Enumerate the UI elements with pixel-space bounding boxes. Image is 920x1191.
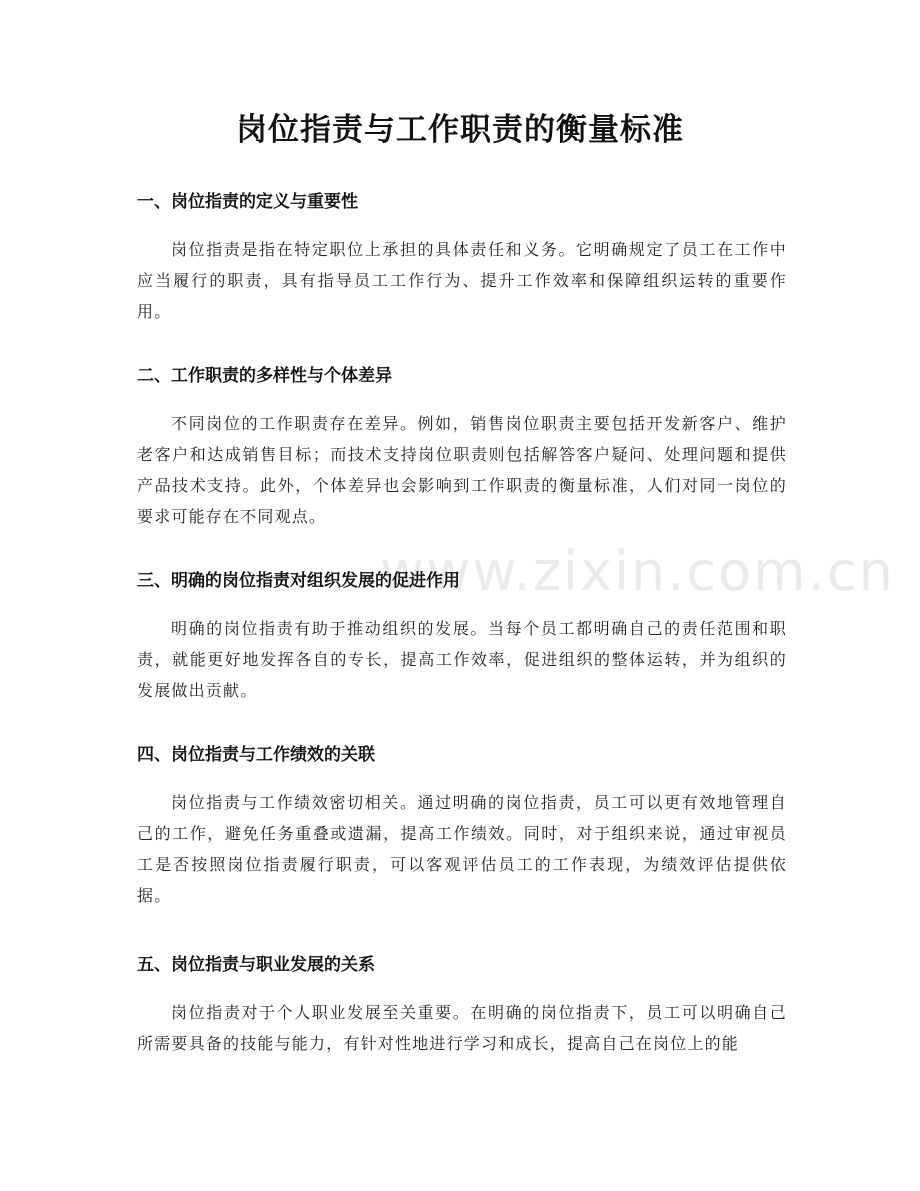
section-heading: 一、岗位指责的定义与重要性 bbox=[137, 192, 358, 212]
section-paragraph: 岗位指责对于个人职业发展至关重要。在明确的岗位指责下，员工可以明确自己所需要具备的技能与能力，有针对性地进行学习和成长，提高自己在岗位上的能 bbox=[137, 1003, 787, 1053]
section-heading: 四、岗位指责与工作绩效的关联 bbox=[137, 745, 375, 765]
section-heading: 五、岗位指责与职业发展的关系 bbox=[137, 955, 375, 975]
section-paragraph: 明确的岗位指责有助于推动组织的发展。当每个员工都明确自己的责任范围和职责，就能更好地发挥各自的专长，提高工作效率，促进组织的整体运转，并为组织的发展做出贡献。 bbox=[137, 619, 787, 700]
section-1 bbox=[137, 190, 787, 327]
section-paragraph: 不同岗位的工作职责存在差异。例如，销售岗位职责主要包括开发新客户、维护老客户和达成销售目标；而技术支持岗位职责则包括解答客户疑问、处理问题和提供产品技术支持。此外，个体差异也会影响到工作职责的衡量标准，人们对同一岗位的要求可能存在不同观点。 bbox=[137, 414, 787, 526]
section-5 bbox=[137, 953, 787, 1059]
document-title: 岗位指责与工作职责的衡量标准 bbox=[236, 112, 684, 148]
watermark: www.zixin.com.cn bbox=[380, 540, 895, 603]
section-4 bbox=[137, 743, 787, 911]
section-heading: 三、明确的岗位指责对组织发展的促进作用 bbox=[137, 571, 460, 591]
section-3 bbox=[137, 569, 787, 706]
section-paragraph: 岗位指责是指在特定职位上承担的具体责任和义务。它明确规定了员工在工作中应当履行的职责，具有指导员工工作行为、提升工作效率和保障组织运转的重要作用。 bbox=[137, 240, 787, 321]
section-2 bbox=[137, 364, 787, 532]
section-paragraph: 岗位指责与工作绩效密切相关。通过明确的岗位指责，员工可以更有效地管理自己的工作，避免任务重叠或遗漏，提高工作绩效。同时，对于组织来说，通过审视员工是否按照岗位指责履行职责，可以客观评估员工的工作表现，为绩效评估提供依据。 bbox=[137, 793, 787, 905]
section-heading: 二、工作职责的多样性与个体差异 bbox=[137, 366, 392, 386]
